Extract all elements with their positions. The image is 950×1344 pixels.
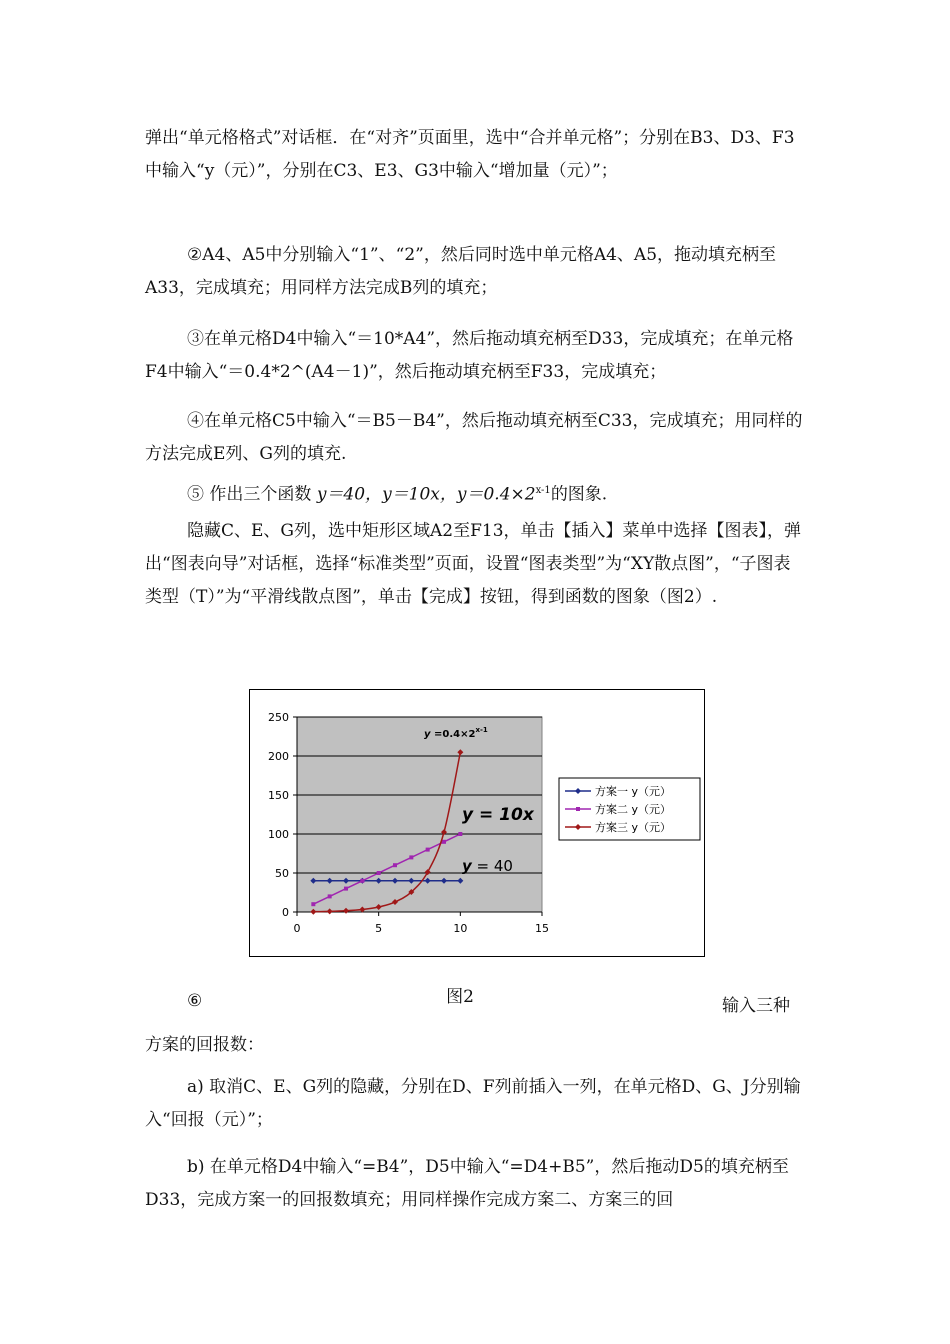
x-tick-label: 0 — [293, 922, 301, 935]
function-chart — [250, 690, 704, 956]
data-point — [426, 848, 430, 852]
paragraph-7-continued: 方案的回报数： — [145, 1035, 264, 1055]
annotation-constant: y = 40 — [462, 857, 513, 875]
step-6-label: 输入三种 — [722, 996, 790, 1016]
y-tick-label: 250 — [268, 711, 289, 724]
paragraph-5 — [145, 474, 807, 512]
formula-exponent: x-1 — [535, 485, 551, 496]
data-point — [344, 887, 348, 891]
x-tick-label: 5 — [375, 922, 383, 935]
data-point — [393, 863, 397, 867]
x-tick-label: 15 — [535, 922, 549, 935]
paragraph-5-prefix: ⑤ 作出三个函数 — [187, 484, 317, 505]
paragraph-2: ②A4、A5中分别输入“1”、“2”，然后同时选中单元格A4、A5，拖动填充柄至A33，完成填充；用同样方法完成B列的填充； — [145, 245, 777, 298]
y-tick-label: 150 — [268, 789, 289, 802]
data-point — [409, 855, 413, 859]
step-6-marker: ⑥ — [187, 991, 203, 1011]
formula-y10x: y＝10x， — [382, 484, 457, 505]
annotation-exp: $y =0.4\times 2^{x-1}$ — [424, 726, 488, 740]
chart-frame — [249, 689, 705, 957]
legend-label: 方案一 y（元） — [595, 785, 672, 798]
figure-caption: 图2 — [446, 987, 474, 1007]
paragraph-4: ④在单元格C5中输入“＝B5－B4”，然后拖动填充柄至C33，完成填充；用同样的方法完成E列、G列的填充. — [145, 411, 803, 464]
data-point — [311, 902, 315, 906]
annotation-linear: y = 10x — [462, 805, 534, 825]
data-point — [458, 832, 462, 836]
y-tick-label: 100 — [268, 828, 289, 841]
paragraph-3: ③在单元格D4中输入“＝10*A4”，然后拖动填充柄至D33，完成填充；在单元格F4中输入“＝0.4*2^(A4－1)”，然后拖动填充柄至F33，完成填充； — [145, 329, 794, 382]
formula-y40: y＝40， — [316, 484, 383, 505]
data-point — [377, 871, 381, 875]
paragraph-5-suffix: 的图象. — [550, 484, 608, 505]
legend-label: 方案二 y（元） — [595, 803, 672, 816]
legend-label: 方案三 y（元） — [595, 821, 672, 834]
y-tick-label: 0 — [282, 906, 289, 919]
data-point — [328, 894, 332, 898]
paragraph-6: 隐藏C、E、G列，选中矩形区域A2至F13，单击【插入】菜单中选择【图表】，弹出“图表向导”对话框，选择“标准类型”页面，设置“图表类型”为“XY散点图”，“子图表类型（T）”为“平滑线散点图”，单击【完成】按钮，得到函数的图象（图2）. — [145, 521, 802, 607]
paragraph-8: a) 取消C、E、G列的隐藏，分别在D、F列前插入一列，在单元格D、G、J分别输入“回报（元）”； — [145, 1077, 801, 1130]
formula-exponential: y＝0.4×2 — [456, 484, 536, 505]
x-tick-label: 10 — [453, 922, 468, 935]
data-point — [576, 807, 580, 811]
y-tick-label: 200 — [268, 750, 289, 763]
data-point — [360, 879, 364, 883]
y-tick-label: 50 — [275, 867, 289, 880]
paragraph-1: 弹出“单元格格式”对话框．在“对齐”页面里，选中“合并单元格”；分别在B3、D3、F3中输入“y（元）”，分别在C3、E3、G3中输入“增加量（元）”； — [145, 128, 795, 181]
paragraph-9: b) 在单元格D4中输入“=B4”，D5中输入“=D4+B5”，然后拖动D5的填充柄至D33，完成方案一的回报数填充；用同样操作完成方案二、方案三的回 — [145, 1157, 789, 1210]
data-point — [442, 840, 446, 844]
